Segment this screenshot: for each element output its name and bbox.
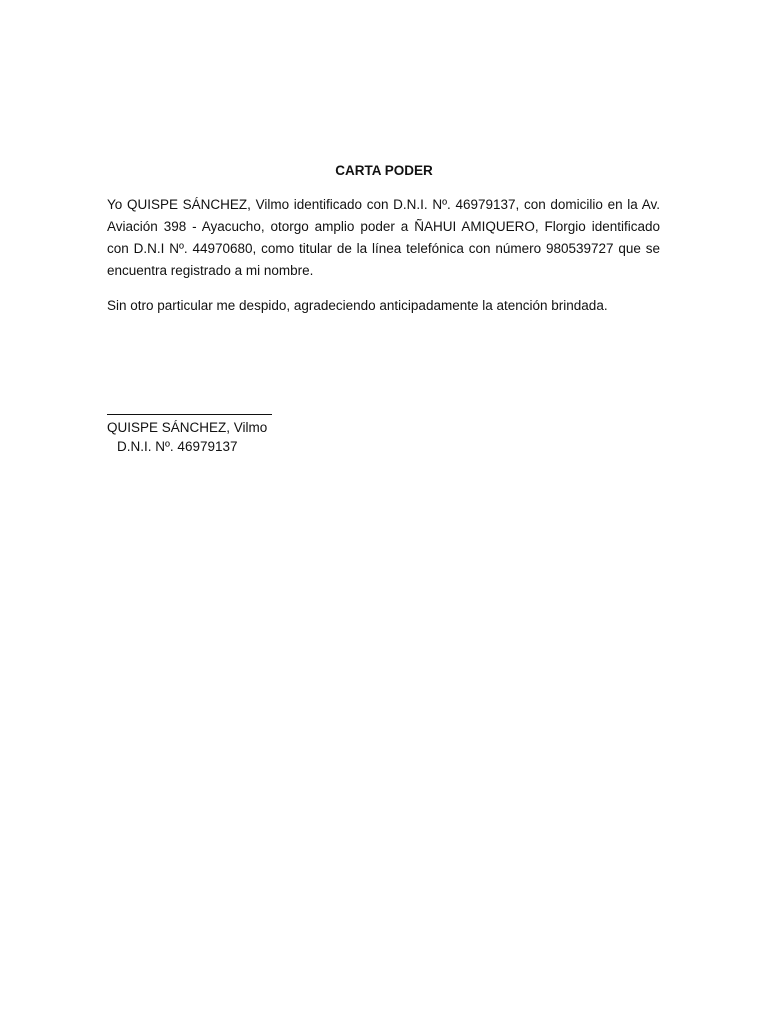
paragraph-closing: Sin otro particular me despido, agradeciendo anticipadamente la atención brindada. — [107, 298, 608, 313]
paragraph-declaration — [107, 194, 660, 282]
signature-line — [107, 414, 272, 415]
paragraph-line: con D.N.I Nº. 44970680, como titular de la línea telefónica con número 980539727 que se — [107, 241, 660, 256]
paragraph-line: Aviación 398 - Ayacucho, otorgo amplio poder a ÑAHUI AMIQUERO, Florgio identificado — [107, 219, 660, 234]
paragraph-line: encuentra registrado a mi nombre. — [107, 263, 314, 278]
document-title: CARTA PODER — [335, 163, 433, 178]
signature-name: QUISPE SÁNCHEZ, Vilmo — [107, 420, 268, 435]
signature-dni: D.N.I. Nº. 46979137 — [117, 439, 238, 454]
paragraph-line: Yo QUISPE SÁNCHEZ, Vilmo identificado con D.N.I. Nº. 46979137, con domicilio en la Av. — [107, 197, 660, 212]
